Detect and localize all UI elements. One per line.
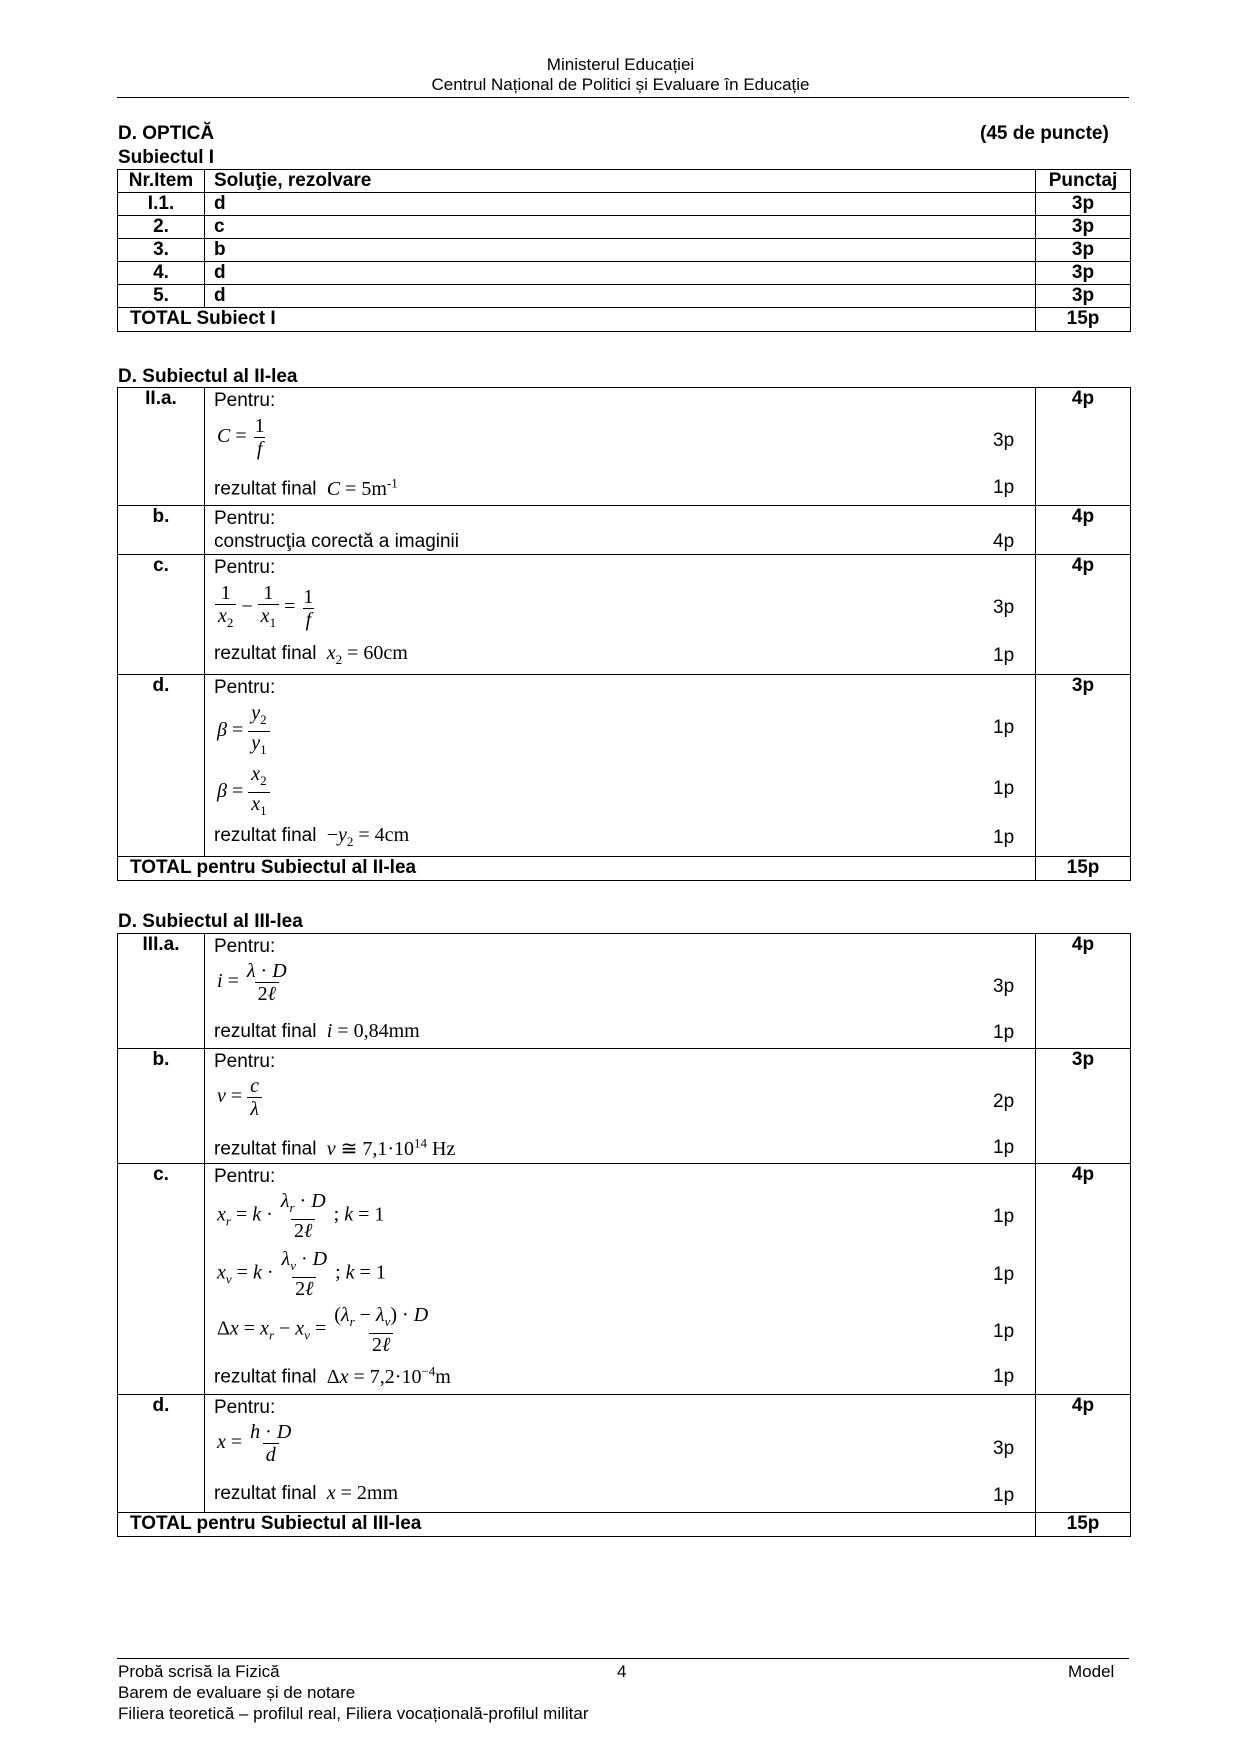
final-label: rezultat final	[214, 1483, 317, 1504]
footer-filiera: Filiera teoretică – profilul real, Filiera vocațională-profilul militar	[118, 1704, 589, 1723]
step-points: 3p	[993, 597, 1015, 618]
final-result: rezultat final $\Delta x = 7,2\cdot 10^{-4}m$	[214, 1363, 451, 1388]
subiect-2-title: D. Subiectul al II-lea	[118, 366, 298, 387]
col-item-header: Nr.Item	[118, 170, 205, 193]
row-answer: d	[205, 193, 1036, 216]
row-item: 2.	[118, 216, 205, 239]
item-total: 4p	[1036, 934, 1131, 1049]
step-points: 1p	[993, 1264, 1015, 1285]
subiect-1-table	[117, 169, 1131, 332]
total-points: 15p	[1036, 857, 1131, 881]
formula-lens: $\frac{1}{x_2}$ − $\frac{1}{x_1}$ = $\frac{1}{f}$	[215, 582, 316, 634]
header-divider	[117, 97, 1129, 98]
row-item: 5.	[118, 285, 205, 308]
subiect-2-table	[117, 387, 1131, 881]
final-label: rezultat final	[214, 478, 317, 500]
step-points: 1p	[993, 477, 1015, 498]
col-points-header: Punctaj	[1036, 170, 1131, 193]
step-points: 1p	[993, 1366, 1015, 1387]
table-row	[118, 193, 1131, 216]
step-points: 1p	[993, 1321, 1015, 1342]
item-label: c.	[118, 555, 205, 675]
final-label: rezultat final	[214, 643, 317, 664]
footer-exam: Probă scrisă la Fizică	[118, 1662, 280, 1681]
header-line-2: Centrul Național de Politici și Evaluare în Educație	[431, 75, 810, 94]
total-row	[118, 308, 1131, 332]
item-row-2a	[118, 388, 1131, 506]
step-points: 1p	[993, 1206, 1015, 1227]
row-points: 3p	[1036, 216, 1131, 239]
pentru-label: Pentru:	[214, 1397, 276, 1418]
final-result: rezultat final $-y_2 = 4cm$	[214, 824, 410, 849]
step-points: 1p	[993, 645, 1015, 666]
table-row	[118, 216, 1131, 239]
item-row-2d	[118, 675, 1131, 857]
item-label: d.	[118, 1395, 205, 1513]
total-row	[118, 857, 1131, 881]
item-label: II.a.	[118, 388, 205, 506]
total-label: TOTAL Subiect I	[118, 308, 1036, 332]
section-points: (45 de puncte)	[980, 123, 1109, 144]
pentru-label: Pentru:	[214, 557, 276, 578]
subiect-3-title: D. Subiectul al III-lea	[118, 911, 303, 932]
row-points: 3p	[1036, 239, 1131, 262]
step-points: 1p	[993, 1137, 1015, 1158]
table-header-row	[118, 170, 1131, 193]
step-points: 1p	[993, 1485, 1015, 1506]
formula-frequency: ν = $\frac{c}{\lambda}$	[217, 1075, 262, 1120]
final-result: rezultat final i = 0,84mm	[214, 1020, 420, 1042]
formula-xr: $x_r = k$ · $\frac{\lambda_r \cdot D}{\text{2ℓ}}$ ; k = 1	[217, 1190, 385, 1242]
total-points: 15p	[1036, 1513, 1131, 1537]
final-result: rezultat final x = 2mm	[214, 1482, 399, 1504]
step-points: 4p	[993, 531, 1015, 552]
item-row-3c	[118, 1164, 1131, 1395]
item-total: 4p	[1036, 388, 1131, 506]
subiect-3-table	[117, 933, 1131, 1537]
final-label: rezultat final	[214, 1021, 317, 1042]
formula-delta-x: $\Delta x = x_r - x_v$ = $\frac{(\lambda_r - \lambda_v) \cdot D}{\text{2ℓ}}$	[217, 1304, 429, 1356]
final-label: rezultat final	[214, 1366, 317, 1388]
pentru-label: Pentru:	[214, 1051, 276, 1072]
item-label: d.	[118, 675, 205, 857]
header-line-1: Ministerul Educației	[546, 55, 695, 74]
pentru-label: Pentru:	[214, 508, 276, 529]
pentru-label: Pentru:	[214, 677, 276, 698]
formula-beta-x: β = $\frac{x_2}{x_1}$	[217, 763, 270, 822]
item-label: b.	[118, 1049, 205, 1164]
step-points: 3p	[993, 976, 1015, 997]
pentru-label: Pentru:	[214, 390, 276, 411]
final-result: rezultat final $x_2 = 60cm$	[214, 642, 408, 667]
page-number: 4	[617, 1662, 627, 1681]
subiect-1-title: Subiectul I	[118, 147, 215, 168]
formula-x-position: x = $\frac{h \cdot D}{d}$	[217, 1421, 292, 1466]
solution-text: construcţia corectă a imaginii	[214, 531, 459, 552]
step-points: 2p	[993, 1091, 1015, 1112]
item-total: 4p	[1036, 1164, 1131, 1395]
total-label: TOTAL pentru Subiectul al III-lea	[118, 1513, 1036, 1537]
item-total: 3p	[1036, 1049, 1131, 1164]
col-solution-header: Soluţie, rezolvare	[205, 170, 1036, 193]
item-row-3b	[118, 1049, 1131, 1164]
row-answer: c	[205, 216, 1036, 239]
formula-beta-y: β = $\frac{y_2}{y_1}$	[217, 702, 270, 761]
item-label: b.	[118, 506, 205, 555]
table-row	[118, 285, 1131, 308]
formula-interfringe: i = $\frac{\lambda \cdot D}{\text{2ℓ}}$	[217, 960, 287, 1005]
row-item: I.1.	[118, 193, 205, 216]
item-row-3d	[118, 1395, 1131, 1513]
table-row	[118, 239, 1131, 262]
row-points: 3p	[1036, 285, 1131, 308]
item-total: 4p	[1036, 506, 1131, 555]
item-label: c.	[118, 1164, 205, 1395]
final-label: rezultat final	[214, 825, 317, 846]
final-result: rezultat final ν ≅ $7,1\cdot 10^{14}$ Hz	[214, 1135, 456, 1160]
row-answer: d	[205, 262, 1036, 285]
footer-divider	[117, 1658, 1129, 1659]
footer-model: Model	[1068, 1662, 1115, 1681]
row-answer: d	[205, 285, 1036, 308]
formula-xv: $x_v = k$ · $\frac{\lambda_v \cdot D}{\text{2ℓ}}$ ; k = 1	[217, 1248, 386, 1300]
item-row-2b	[118, 506, 1131, 555]
step-points: 3p	[993, 1438, 1015, 1459]
total-label: TOTAL pentru Subiectul al II-lea	[118, 857, 1036, 881]
total-points: 15p	[1036, 308, 1131, 332]
step-points: 1p	[993, 778, 1015, 799]
item-total: 4p	[1036, 555, 1131, 675]
item-row-3a	[118, 934, 1131, 1049]
pentru-label: Pentru:	[214, 936, 276, 957]
row-points: 3p	[1036, 262, 1131, 285]
item-row-2c	[118, 555, 1131, 675]
formula-c: C = $\frac{1}{f}$	[217, 415, 265, 460]
step-points: 3p	[993, 430, 1015, 451]
step-points: 1p	[993, 717, 1015, 738]
row-answer: b	[205, 239, 1036, 262]
pentru-label: Pentru:	[214, 1166, 276, 1187]
step-points: 1p	[993, 827, 1015, 848]
row-item: 4.	[118, 262, 205, 285]
footer-barem: Barem de evaluare și de notare	[118, 1683, 356, 1702]
item-label: III.a.	[118, 934, 205, 1049]
item-total: 4p	[1036, 1395, 1131, 1513]
total-row	[118, 1513, 1131, 1537]
row-points: 3p	[1036, 193, 1131, 216]
final-label: rezultat final	[214, 1138, 317, 1160]
step-points: 1p	[993, 1022, 1015, 1043]
section-title: D. OPTICĂ	[118, 123, 215, 144]
row-item: 3.	[118, 239, 205, 262]
item-total: 3p	[1036, 675, 1131, 857]
final-result: rezultat final $C = 5m^{-1}$	[214, 475, 398, 500]
table-row	[118, 262, 1131, 285]
